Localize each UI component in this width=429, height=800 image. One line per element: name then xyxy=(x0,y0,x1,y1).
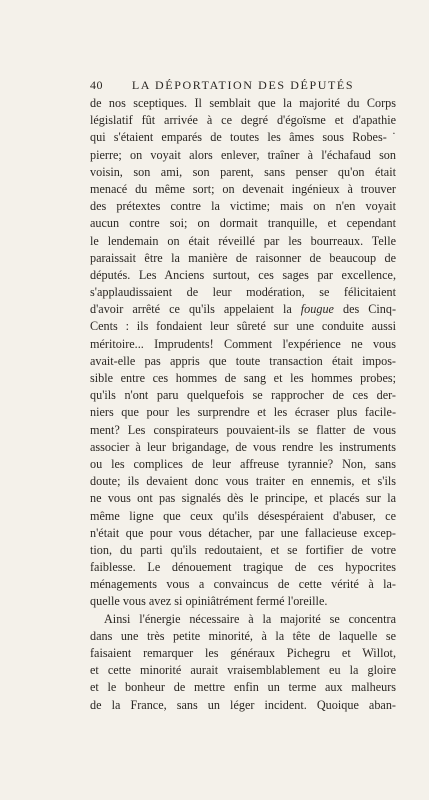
text-line-content: sible entre ces hommes de sang et les hommes probes; xyxy=(90,371,396,385)
text-line xyxy=(90,198,396,215)
text-line-content: faisaient remarquer les généraux Pichegru et Willot, xyxy=(90,646,396,660)
text-line xyxy=(90,439,396,456)
text-line xyxy=(90,679,396,696)
text-line xyxy=(90,284,396,301)
text-line xyxy=(90,250,396,267)
text-line-content: législatif fût arrivée à ce degré d'égoïsme et d'apathie xyxy=(90,113,396,128)
text-line-content: députés. Les Anciens surtout, ces sages par excellence, xyxy=(90,267,396,282)
text-line xyxy=(90,662,396,679)
text-line xyxy=(90,559,396,576)
text-line xyxy=(90,353,396,370)
text-line-content: faiblesse. Le dénouement tragique de ces hypocrites xyxy=(90,560,396,575)
text-line xyxy=(90,129,396,146)
text-line-content: associer à leur brigandage, de vous rendre les instruments xyxy=(90,439,396,454)
text-line xyxy=(90,267,396,284)
text-line-content: pierre; on voyait alors enlever, traîner à l'échafaud son xyxy=(90,147,396,162)
text-line-content: même ligne que ceux qu'ils désespéraient d'abuser, ce xyxy=(90,508,396,523)
text-line xyxy=(90,215,396,232)
text-line-content: le lendemain on était réveillé par les bourreaux. Telle xyxy=(90,233,396,248)
text-line xyxy=(90,473,396,490)
text-line xyxy=(90,611,396,628)
text-line xyxy=(90,336,396,353)
text-line-content: et le bonheur de mettre enfin un terme aux malheurs xyxy=(90,680,396,695)
text-line xyxy=(90,301,396,318)
text-line xyxy=(90,370,396,387)
text-line xyxy=(90,456,396,473)
italic-word: fougue xyxy=(300,302,334,317)
text-line xyxy=(90,147,396,164)
text-line-content: voisin, son ami, son parent, sans penser qu'on était xyxy=(90,164,396,179)
text-line-content: avait-elle pas appris que toute transaction était impos- xyxy=(90,353,396,368)
text-line-content: méritoire... Imprudents! Comment l'expérience ne vous xyxy=(90,336,396,351)
text-line xyxy=(90,112,396,129)
text-line-content: aucun contre soi; on dormait tranquille, et cependant xyxy=(90,216,396,231)
text-line-content: paraissait être la manière de raisonner de beaucoup de xyxy=(90,250,396,265)
text-line-content: quelle vous avez si opiniâtrément fermé l'oreille. xyxy=(90,594,328,609)
text-line-content: ment? Les conspirateurs pouvaient-ils se flatter de vous xyxy=(90,422,396,437)
text-line-content: qu'ils n'ont paru quelquefois se rapprocher de ces der- xyxy=(90,388,396,403)
text-line-content: de la France, sans un léger incident. Quoique aban- xyxy=(90,697,396,712)
text-line xyxy=(90,318,396,335)
text-line-content: de nos sceptiques. Il semblait que la majorité du Corps xyxy=(90,96,396,110)
text-line xyxy=(90,542,396,559)
body-text xyxy=(90,95,396,714)
text-line xyxy=(90,233,396,250)
text-line xyxy=(90,387,396,404)
text-line-content: ou les complices de leur affreuse tyrannie? Non, sans xyxy=(90,456,396,471)
text-line-content: dans une très petite minorité, à la tête de laquelle se xyxy=(90,628,396,643)
text-line xyxy=(90,525,396,542)
text-line-content: menacé du même sort; on devenait ingénieux à trouver xyxy=(90,181,396,196)
text-line xyxy=(90,95,396,112)
text-line xyxy=(90,593,396,610)
text-line-content: tion, du parti qu'ils redoutaient, et se fortifier de votre xyxy=(90,542,396,557)
text-line xyxy=(90,508,396,525)
text-line xyxy=(90,490,396,507)
page-number: 40 xyxy=(90,78,103,92)
text-line-content: Cents : ils fondaient leur sûreté sur une conduite aussi xyxy=(90,319,396,334)
text-line xyxy=(90,164,396,181)
text-line-content: des prétextes contre la victime; mais on n'en voyait xyxy=(90,199,396,214)
text-line xyxy=(90,422,396,439)
text-line-content: qui s'étaient emparés de toutes les âmes sous Robes-˙ xyxy=(90,130,396,145)
text-line xyxy=(90,628,396,645)
text-line-content: n'était que pour vous détacher, par une fallacieuse excep- xyxy=(90,525,396,540)
text-line-continuation: des Cinq- xyxy=(333,302,396,317)
text-line-content: niers que pour les surprendre et les écraser plus facile- xyxy=(90,405,396,420)
text-line xyxy=(90,404,396,421)
text-line-content: ménagements vous a convaincus de cette vérité à la- xyxy=(90,577,396,592)
text-line xyxy=(90,645,396,662)
running-head xyxy=(90,78,396,94)
text-line-content: ne vous ont pas signalés dès le principe, et placés sur la xyxy=(90,491,396,506)
text-line-content: d'avoir arrêté ce qu'ils appelaient la xyxy=(90,302,301,317)
text-line-content: Ainsi l'énergie nécessaire à la majorité se concentra xyxy=(104,611,396,626)
text-line xyxy=(90,181,396,198)
text-line-content: doute; ils devaient donc vous traiter en ennemis, et s'ils xyxy=(90,474,396,489)
text-line xyxy=(90,697,396,714)
text-line-content: et cette minorité aurait vraisemblablement eu la gloire xyxy=(90,663,396,678)
running-title: LA DÉPORTATION DES DÉPUTÉS xyxy=(131,78,355,92)
text-line-content: s'applaudissaient de leur modération, se félicitaient xyxy=(90,285,396,300)
text-line xyxy=(90,576,396,593)
